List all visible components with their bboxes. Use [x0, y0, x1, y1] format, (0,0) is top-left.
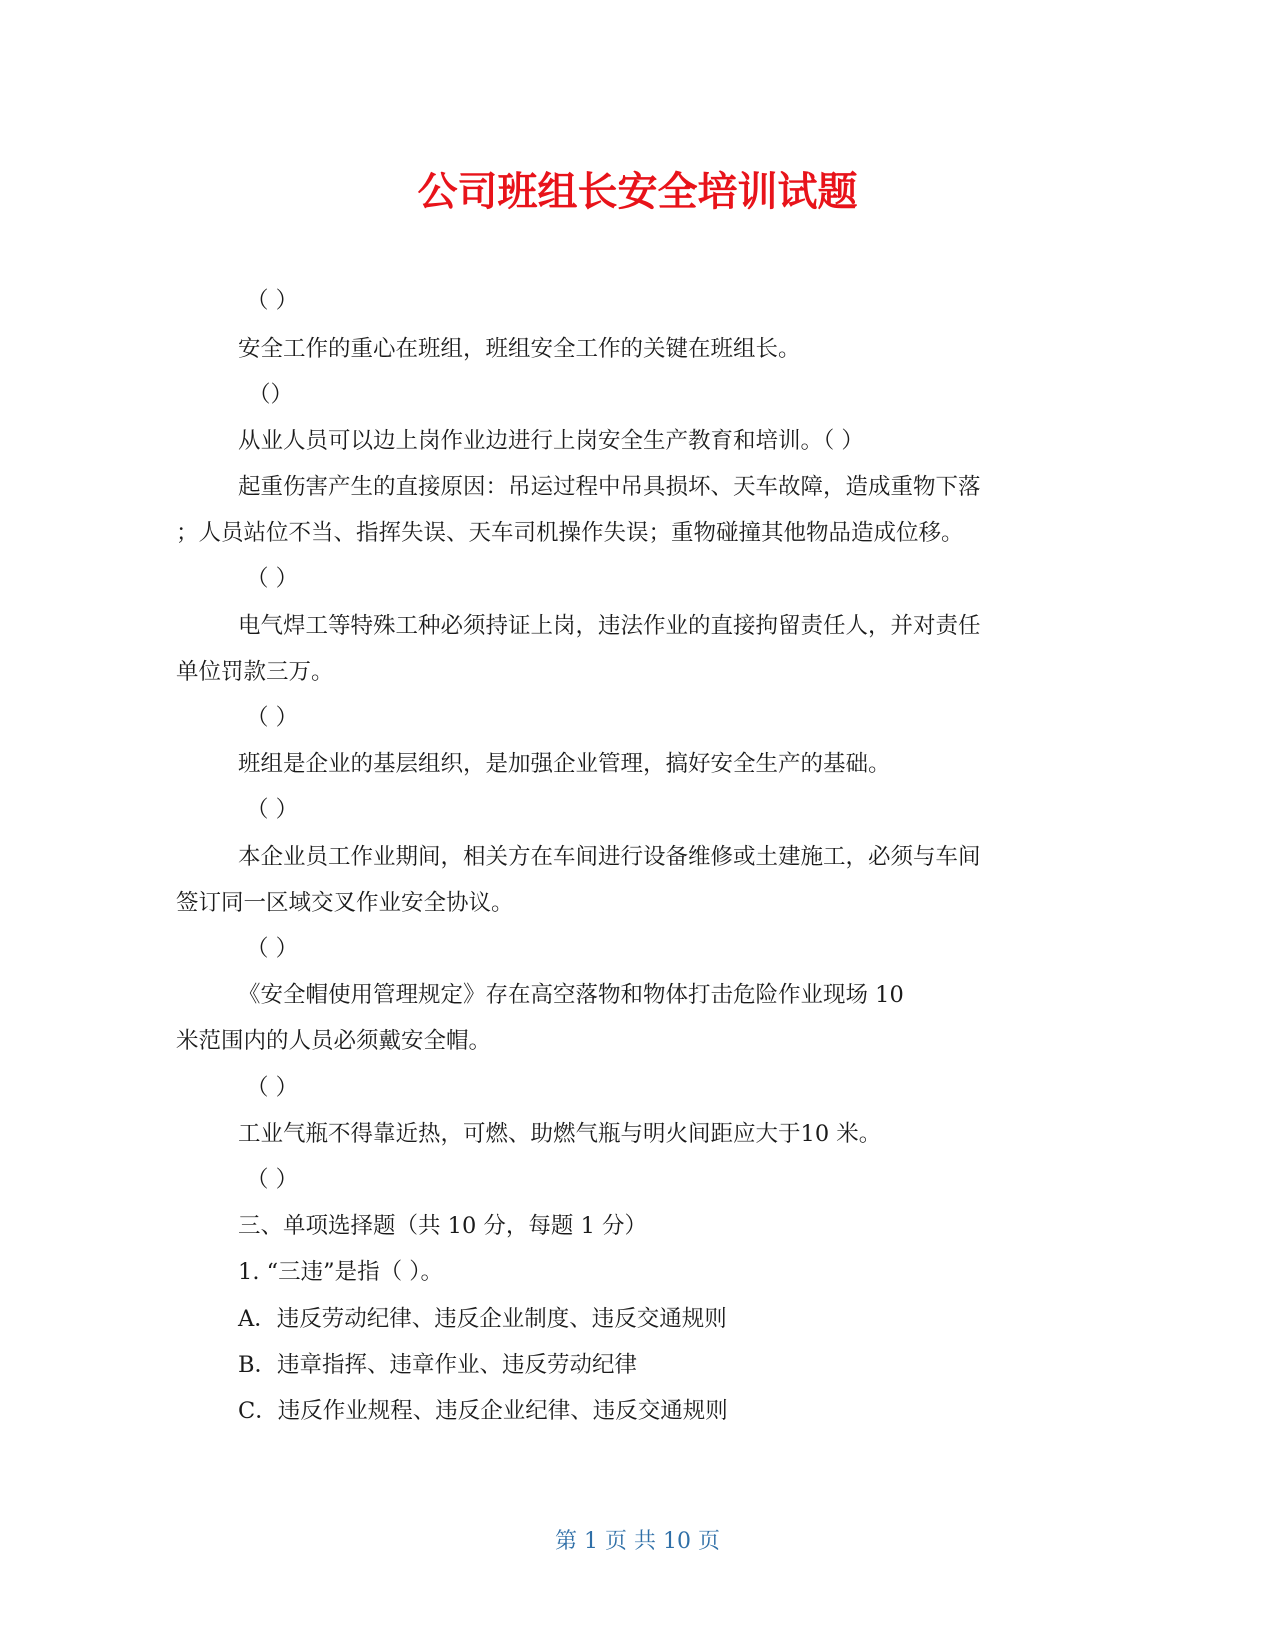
- question-text: 电气焊工等特殊工种必须持证上岗，违法作业的直接拘留责任人，并对责任: [238, 613, 981, 639]
- answer-blank: （ ）: [246, 797, 299, 823]
- answer-blank: （ ）: [246, 1075, 299, 1101]
- document-title: 公司班组长安全培训试题: [417, 169, 858, 215]
- answer-blank: （ ）: [246, 288, 299, 314]
- choice-question: 1. “三违”是指（ ）。: [238, 1259, 444, 1285]
- answer-blank: （）: [248, 382, 294, 408]
- question-text-continued: ；人员站位不当、指挥失误、天车司机操作失误；重物碰撞其他物品造成位移。: [176, 520, 964, 546]
- question-text-continued: 单位罚款三万。: [176, 659, 334, 685]
- question-text-continued: 米范围内的人员必须戴安全帽。: [176, 1028, 492, 1054]
- question-text: 班组是企业的基层组织，是加强企业管理，搞好安全生产的基础。: [238, 751, 891, 777]
- question-text: 《安全帽使用管理规定》存在高空落物和物体打击危险作业现场 10: [238, 982, 904, 1008]
- answer-blank: （ ）: [246, 566, 299, 592]
- section-heading: 三、单项选择题（共 10 分，每题 1 分）: [238, 1213, 648, 1239]
- question-text: 从业人员可以边上岗作业边进行上岗安全生产教育和培训。（ ）: [238, 428, 864, 454]
- answer-blank: （ ）: [246, 936, 299, 962]
- question-text: 本企业员工作业期间，相关方在车间进行设备维修或土建施工，必须与车间: [238, 844, 981, 870]
- choice-option-b: B．违章指挥、违章作业、违反劳动纪律: [238, 1352, 638, 1378]
- choice-option-a: A．违反劳动纪律、违反企业制度、违反交通规则: [238, 1306, 727, 1332]
- answer-blank: （ ）: [246, 705, 299, 731]
- question-text: 起重伤害产生的直接原因：吊运过程中吊具损坏、天车故障，造成重物下落: [238, 474, 981, 500]
- question-text: 工业气瓶不得靠近热，可燃、助燃气瓶与明火间距应大于10 米。: [238, 1121, 882, 1147]
- choice-option-c: C．违反作业规程、违反企业纪律、违反交通规则: [238, 1398, 728, 1424]
- question-text-continued: 签订同一区域交叉作业安全协议。: [176, 890, 514, 916]
- question-text: 安全工作的重心在班组，班组安全工作的关键在班组长。: [238, 336, 801, 362]
- page-footer: 第 1 页 共 10 页: [555, 1529, 720, 1554]
- answer-blank: （ ）: [246, 1167, 299, 1193]
